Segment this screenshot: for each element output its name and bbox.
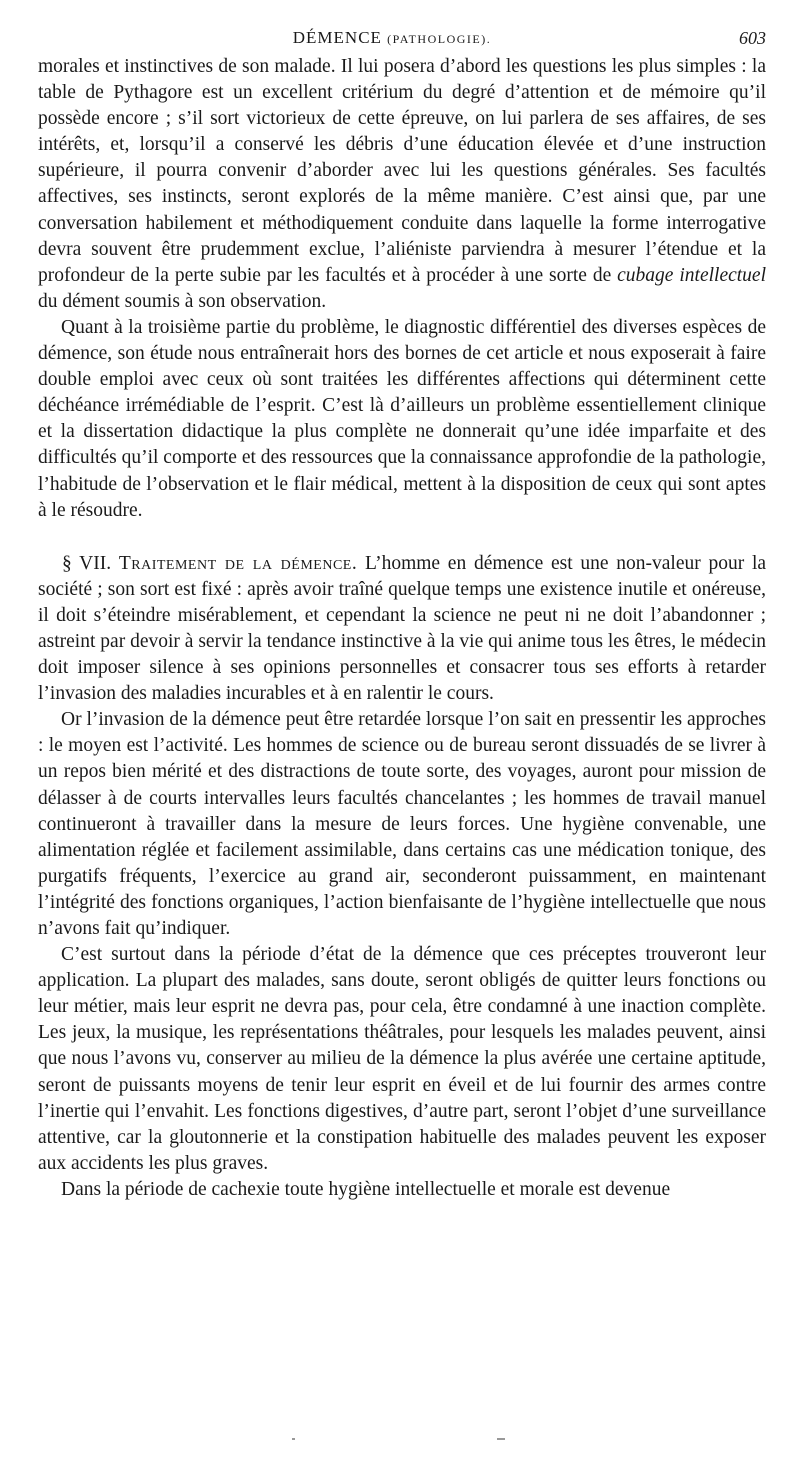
- paragraph: [38, 1177, 766, 1203]
- paragraph-text-tail: du dément soumis à son observation.: [38, 290, 327, 312]
- emphasis-term: cubage intellectuel: [617, 264, 767, 286]
- paragraph-text: L’homme en démence est une non-valeur pour la société ; son sort est fixé : après avoir traîné quelque temps une existence inutile et onéreuse, il doit s’éteindre misérablement, et cependant la science ne peut ni ne doit l’abandonner ; astreint par devoir à servir la tendance instinctive à la vie qui anime tous les êtres, le médecin doit imposer silence à ses opinions personnelles et consacrer tous ses efforts à retarder l’invasion des maladies incurables et à en ralentir le cours.: [38, 552, 767, 705]
- print-mark: [497, 1438, 505, 1440]
- paragraph: [38, 707, 766, 942]
- paragraph-continuation: [38, 54, 766, 315]
- running-title-section: (PATHOLOGIE).: [387, 32, 492, 46]
- paragraph: [38, 315, 766, 524]
- footer-print-marks: [0, 1438, 800, 1444]
- paragraph-text: Or l’invasion de la démence peut être retardée lorsque l’on sait en pressentir les approches : le moyen est l’activité. Les hommes de science ou de bureau seront dissuadés de se livrer à un repos bien mérité et des distractions de toute sorte, des voyages, auront pour mission de délasser à de courts intervalles leurs facultés chancelantes ; les hommes de travail manuel continueront à travailler dans la mesure de leurs forces. Une hygiène convenable, une alimentation réglée et facilement assimilable, dans certains cas une médication tonique, des purgatifs fréquents, l’exercice au grand air, seconderont puissamment, en maintenant l’intégrité des fonctions organiques, l’action bienfaisante de l’hygiène intellectuelle que nous n’avons fait qu’indiquer.: [38, 709, 766, 939]
- paragraph-text: morales et instinctives de son malade. Il lui posera d’abord les questions les plus simples : la table de Pythagore est un excellent critérium du degré d’attention et de mémoire qu’il possède encore ; s’il sort victorieux de cette épreuve, on lui parlera de ses affaires, de ses intérêts, et, lorsqu’il a conservé les débris d’une éducation élevée et d’une instruction supérieure, il pourra convenir d’aborder avec lui les questions générales. Ses facultés affectives, ses instincts, seront explorés de la même manière. C’est ainsi que, par une conversation habilement et méthodiquement conduite dans laquelle la forme interrogative devra souvent être prudemment exclue, l’aliéniste parviendra à mesurer l’étendue et la profondeur de la perte subie par les facultés et à procéder à une sorte de: [38, 56, 766, 286]
- body-text: [38, 54, 766, 1203]
- section-paragraph: [38, 551, 766, 708]
- page-number: 603: [739, 28, 766, 48]
- paragraph-text: Dans la période de cachexie toute hygiène intellectuelle et morale est devenue: [61, 1178, 671, 1200]
- section-heading: Traitement de la démence.: [118, 552, 358, 574]
- section-mark: § VII.: [62, 552, 112, 574]
- paragraph-text: C’est surtout dans la période d’état de la démence que ces préceptes trouveront leur application. La plupart des malades, sans doute, seront obligés de quitter leurs fonctions ou leur métier, mais leur esprit ne devra pas, pour cela, être condamné à une inaction complète. Les jeux, la musique, les représentations théâtrales, pour lesquels les malades peuvent, ainsi que nous l’avons vu, conserver au milieu de la démence la plus avérée une certaine aptitude, seront de puissants moyens de tenir leur esprit en éveil et de lui fournir des armes contre l’inertie qui l’envahit. Les fonctions digestives, d’autre part, seront l’objet d’une surveillance attentive, car la gloutonnerie et la constipation habituelle des malades peuvent les exposer aux accidents les plus graves.: [38, 944, 766, 1174]
- print-mark: [292, 1438, 295, 1440]
- paragraph-text: Quant à la troisième partie du problème, le diagnostic différentiel des diverses espèces de démence, son étude nous entraînerait hors des bornes de cet article et nous exposerait à faire double emploi avec ceux où sont traitées les différentes affections qui déterminent cette déchéance irrémédiable de l’esprit. C’est là d’ailleurs un problème essentiellement clinique et la dissertation didactique la plus complète ne donnerait qu’une idée imparfaite et des difficultés qu’il comporte et des ressources que la connaissance approfondie de la pathologie, l’habitude de l’observation et le flair médical, mettent à la disposition de ceux qui sont aptes à le résoudre.: [38, 316, 766, 521]
- running-title: [293, 28, 491, 48]
- paragraph: [38, 942, 766, 1177]
- running-head: [38, 28, 766, 54]
- running-title-main: DÉMENCE: [292, 28, 382, 47]
- page: [38, 28, 766, 1203]
